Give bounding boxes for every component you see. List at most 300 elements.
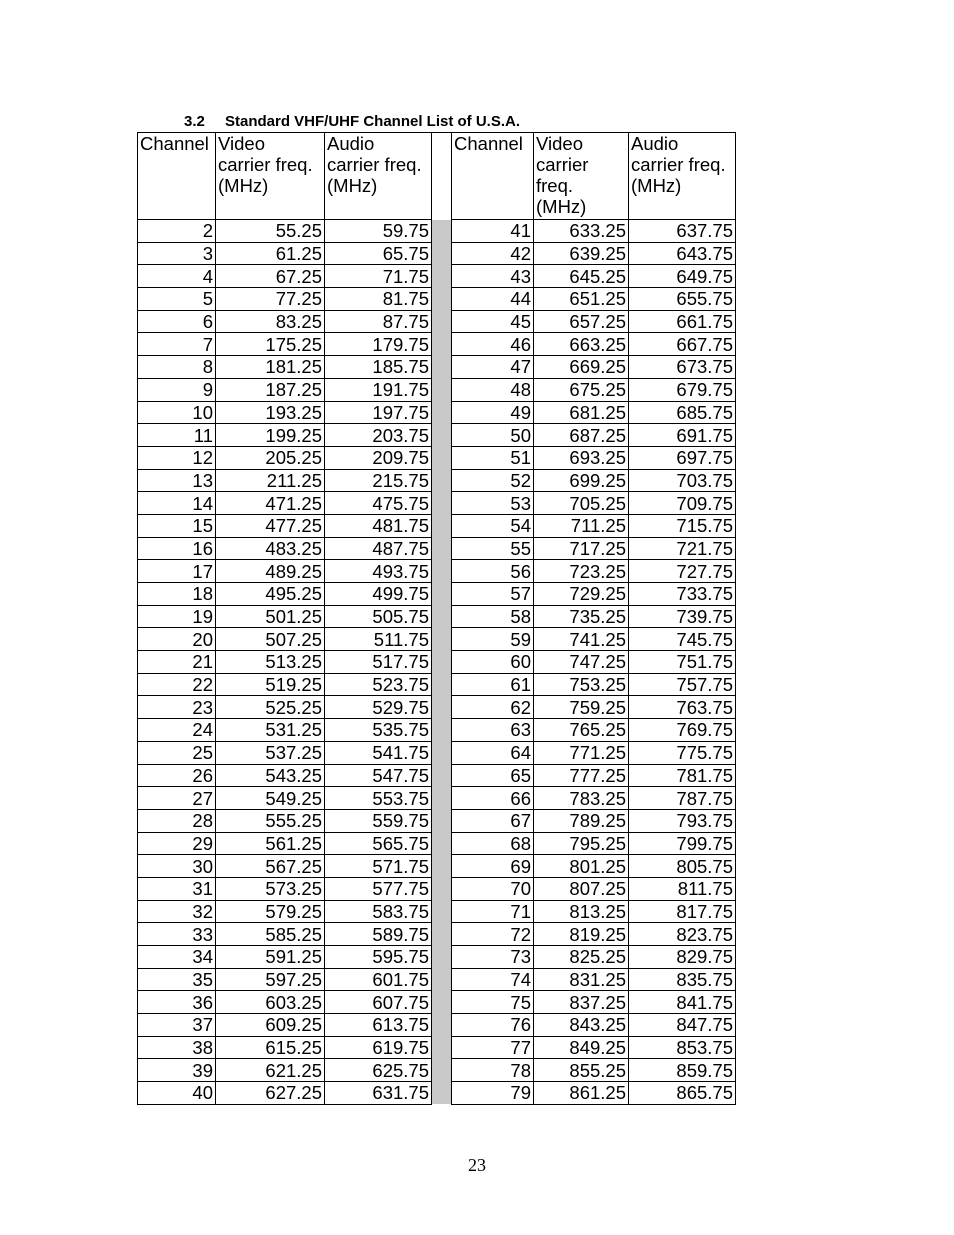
video-freq-right-cell: 753.25 [534,673,629,696]
table-header-row [138,133,736,220]
channel-right-cell: 75 [452,991,534,1014]
video-freq-left-cell: 519.25 [216,673,325,696]
video-freq-left-cell: 501.25 [216,605,325,628]
spacer-cell [432,1059,452,1082]
audio-freq-right-cell: 655.75 [629,288,736,311]
spacer-cell [432,1036,452,1059]
video-freq-right-cell: 861.25 [534,1082,629,1105]
channel-right-cell: 50 [452,424,534,447]
channel-left-cell: 6 [138,310,216,333]
audio-freq-left-cell: 191.75 [325,378,432,401]
channel-left-cell: 25 [138,741,216,764]
table-row [138,265,736,288]
audio-freq-right-cell: 829.75 [629,946,736,969]
spacer-cell [432,809,452,832]
spacer-cell [432,900,452,923]
audio-freq-left-cell: 487.75 [325,537,432,560]
section-heading [184,113,520,130]
channel-left-cell: 29 [138,832,216,855]
video-freq-right-cell: 855.25 [534,1059,629,1082]
channel-right-cell: 57 [452,583,534,606]
audio-freq-left-cell: 499.75 [325,583,432,606]
audio-freq-left-cell: 625.75 [325,1059,432,1082]
video-freq-right-cell: 807.25 [534,877,629,900]
table-row [138,356,736,379]
video-freq-left-cell: 591.25 [216,946,325,969]
audio-freq-left-cell: 215.75 [325,469,432,492]
channel-left-cell: 19 [138,605,216,628]
video-freq-right-cell: 723.25 [534,560,629,583]
channel-left-cell: 36 [138,991,216,1014]
channel-right-cell: 56 [452,560,534,583]
video-freq-right-cell: 669.25 [534,356,629,379]
audio-freq-right-cell: 781.75 [629,764,736,787]
channel-right-cell: 63 [452,719,534,742]
audio-freq-left-cell: 529.75 [325,696,432,719]
video-freq-right-cell: 705.25 [534,492,629,515]
channel-right-cell: 43 [452,265,534,288]
audio-freq-left-cell: 65.75 [325,242,432,265]
channel-right-cell: 65 [452,764,534,787]
video-freq-right-cell: 633.25 [534,220,629,243]
video-freq-right-cell: 813.25 [534,900,629,923]
table-row [138,787,736,810]
video-freq-right-cell: 681.25 [534,401,629,424]
video-freq-right-cell: 711.25 [534,514,629,537]
video-freq-right-cell: 783.25 [534,787,629,810]
channel-left-cell: 5 [138,288,216,311]
spacer-cell [432,220,452,243]
audio-freq-left-cell: 607.75 [325,991,432,1014]
channel-right-cell: 64 [452,741,534,764]
channel-right-cell: 51 [452,446,534,469]
audio-freq-right-cell: 727.75 [629,560,736,583]
channel-left-cell: 20 [138,628,216,651]
table-row [138,446,736,469]
video-freq-right-cell: 693.25 [534,446,629,469]
channel-right-cell: 54 [452,514,534,537]
video-freq-right-cell: 729.25 [534,583,629,606]
table-row [138,651,736,674]
table-row [138,424,736,447]
video-freq-right-cell: 735.25 [534,605,629,628]
spacer-cell [432,923,452,946]
header-audio-right: Audio carrier freq. (MHz) [629,133,736,220]
audio-freq-left-cell: 577.75 [325,877,432,900]
channel-left-cell: 27 [138,787,216,810]
table-row [138,809,736,832]
spacer-cell [432,764,452,787]
video-freq-right-cell: 657.25 [534,310,629,333]
spacer-cell [432,424,452,447]
channel-left-cell: 15 [138,514,216,537]
video-freq-left-cell: 507.25 [216,628,325,651]
channel-left-cell: 37 [138,1014,216,1037]
audio-freq-right-cell: 709.75 [629,492,736,515]
video-freq-left-cell: 537.25 [216,741,325,764]
table-row [138,333,736,356]
channel-left-cell: 13 [138,469,216,492]
audio-freq-right-cell: 685.75 [629,401,736,424]
channel-left-cell: 35 [138,968,216,991]
channel-left-cell: 8 [138,356,216,379]
audio-freq-left-cell: 87.75 [325,310,432,333]
audio-freq-right-cell: 643.75 [629,242,736,265]
audio-freq-left-cell: 505.75 [325,605,432,628]
video-freq-right-cell: 759.25 [534,696,629,719]
video-freq-left-cell: 61.25 [216,242,325,265]
channel-left-cell: 14 [138,492,216,515]
video-freq-right-cell: 849.25 [534,1036,629,1059]
table-row [138,560,736,583]
channel-left-cell: 40 [138,1082,216,1105]
channel-left-cell: 23 [138,696,216,719]
video-freq-right-cell: 747.25 [534,651,629,674]
audio-freq-left-cell: 493.75 [325,560,432,583]
audio-freq-right-cell: 721.75 [629,537,736,560]
channel-left-cell: 24 [138,719,216,742]
spacer-cell [432,242,452,265]
audio-freq-left-cell: 601.75 [325,968,432,991]
video-freq-right-cell: 717.25 [534,537,629,560]
channel-right-cell: 69 [452,855,534,878]
table-row [138,877,736,900]
channel-right-cell: 46 [452,333,534,356]
channel-left-cell: 7 [138,333,216,356]
video-freq-left-cell: 579.25 [216,900,325,923]
page-number: 23 [468,1155,486,1175]
video-freq-left-cell: 77.25 [216,288,325,311]
channel-left-cell: 3 [138,242,216,265]
channel-left-cell: 34 [138,946,216,969]
video-freq-right-cell: 663.25 [534,333,629,356]
audio-freq-left-cell: 541.75 [325,741,432,764]
video-freq-left-cell: 55.25 [216,220,325,243]
channel-left-cell: 22 [138,673,216,696]
channel-left-cell: 30 [138,855,216,878]
spacer-cell [432,333,452,356]
audio-freq-right-cell: 865.75 [629,1082,736,1105]
video-freq-left-cell: 211.25 [216,469,325,492]
table-row [138,1036,736,1059]
audio-freq-right-cell: 667.75 [629,333,736,356]
spacer-cell [432,832,452,855]
audio-freq-right-cell: 853.75 [629,1036,736,1059]
channel-right-cell: 78 [452,1059,534,1082]
channel-right-cell: 47 [452,356,534,379]
video-freq-left-cell: 477.25 [216,514,325,537]
channel-right-cell: 74 [452,968,534,991]
video-freq-right-cell: 741.25 [534,628,629,651]
channel-left-cell: 28 [138,809,216,832]
audio-freq-left-cell: 203.75 [325,424,432,447]
audio-freq-left-cell: 71.75 [325,265,432,288]
audio-freq-right-cell: 673.75 [629,356,736,379]
video-freq-left-cell: 471.25 [216,492,325,515]
audio-freq-right-cell: 679.75 [629,378,736,401]
table-row [138,968,736,991]
audio-freq-right-cell: 811.75 [629,877,736,900]
video-freq-right-cell: 801.25 [534,855,629,878]
video-freq-left-cell: 187.25 [216,378,325,401]
audio-freq-left-cell: 631.75 [325,1082,432,1105]
channel-left-cell: 38 [138,1036,216,1059]
spacer-cell [432,787,452,810]
audio-freq-left-cell: 583.75 [325,900,432,923]
audio-freq-left-cell: 559.75 [325,809,432,832]
header-video-right: Video carrier freq. (MHz) [534,133,629,220]
spacer-cell [432,1014,452,1037]
spacer-cell [432,288,452,311]
audio-freq-left-cell: 613.75 [325,1014,432,1037]
audio-freq-right-cell: 715.75 [629,514,736,537]
spacer-cell [432,877,452,900]
spacer-cell [432,492,452,515]
audio-freq-right-cell: 733.75 [629,583,736,606]
spacer-cell [432,968,452,991]
table-row [138,514,736,537]
channel-right-cell: 71 [452,900,534,923]
video-freq-right-cell: 819.25 [534,923,629,946]
video-freq-left-cell: 627.25 [216,1082,325,1105]
channel-left-cell: 16 [138,537,216,560]
table-row [138,583,736,606]
channel-left-cell: 18 [138,583,216,606]
video-freq-left-cell: 525.25 [216,696,325,719]
video-freq-right-cell: 645.25 [534,265,629,288]
table-row [138,900,736,923]
spacer-cell [432,696,452,719]
channel-left-cell: 21 [138,651,216,674]
video-freq-left-cell: 181.25 [216,356,325,379]
channel-right-cell: 72 [452,923,534,946]
audio-freq-right-cell: 649.75 [629,265,736,288]
header-audio-left: Audio carrier freq. (MHz) [325,133,432,220]
table-row [138,1082,736,1105]
video-freq-right-cell: 837.25 [534,991,629,1014]
audio-freq-right-cell: 817.75 [629,900,736,923]
spacer-cell [432,378,452,401]
audio-freq-right-cell: 661.75 [629,310,736,333]
audio-freq-right-cell: 745.75 [629,628,736,651]
channel-left-cell: 26 [138,764,216,787]
audio-freq-left-cell: 523.75 [325,673,432,696]
table-row [138,628,736,651]
video-freq-right-cell: 831.25 [534,968,629,991]
audio-freq-left-cell: 517.75 [325,651,432,674]
table-row [138,946,736,969]
audio-freq-left-cell: 481.75 [325,514,432,537]
section-title: Standard VHF/UHF Channel List of U.S.A. [225,113,521,130]
table-row [138,673,736,696]
audio-freq-right-cell: 697.75 [629,446,736,469]
video-freq-left-cell: 609.25 [216,1014,325,1037]
spacer-cell [432,719,452,742]
table-row [138,242,736,265]
header-video-left: Video carrier freq. (MHz) [216,133,325,220]
video-freq-left-cell: 67.25 [216,265,325,288]
video-freq-right-cell: 675.25 [534,378,629,401]
audio-freq-left-cell: 185.75 [325,356,432,379]
audio-freq-left-cell: 59.75 [325,220,432,243]
channel-right-cell: 58 [452,605,534,628]
video-freq-right-cell: 843.25 [534,1014,629,1037]
channel-right-cell: 49 [452,401,534,424]
table-row [138,832,736,855]
audio-freq-right-cell: 769.75 [629,719,736,742]
table-row [138,288,736,311]
spacer-cell [432,946,452,969]
video-freq-left-cell: 585.25 [216,923,325,946]
channel-right-cell: 44 [452,288,534,311]
video-freq-left-cell: 175.25 [216,333,325,356]
audio-freq-right-cell: 847.75 [629,1014,736,1037]
table-row [138,220,736,243]
channel-left-cell: 39 [138,1059,216,1082]
video-freq-left-cell: 193.25 [216,401,325,424]
audio-freq-right-cell: 703.75 [629,469,736,492]
audio-freq-left-cell: 571.75 [325,855,432,878]
video-freq-right-cell: 639.25 [534,242,629,265]
channel-left-cell: 32 [138,900,216,923]
channel-left-cell: 17 [138,560,216,583]
spacer-cell [432,401,452,424]
table-row [138,741,736,764]
audio-freq-right-cell: 739.75 [629,605,736,628]
video-freq-left-cell: 549.25 [216,787,325,810]
video-freq-right-cell: 651.25 [534,288,629,311]
audio-freq-right-cell: 799.75 [629,832,736,855]
header-channel-left: Channel [138,133,216,220]
audio-freq-right-cell: 757.75 [629,673,736,696]
table-row [138,923,736,946]
audio-freq-right-cell: 793.75 [629,809,736,832]
audio-freq-left-cell: 197.75 [325,401,432,424]
channel-right-cell: 59 [452,628,534,651]
channel-right-cell: 48 [452,378,534,401]
video-freq-left-cell: 205.25 [216,446,325,469]
spacer-cell [432,560,452,583]
table-row [138,469,736,492]
video-freq-right-cell: 789.25 [534,809,629,832]
audio-freq-right-cell: 763.75 [629,696,736,719]
table-row [138,991,736,1014]
channel-left-cell: 31 [138,877,216,900]
video-freq-left-cell: 495.25 [216,583,325,606]
channel-right-cell: 45 [452,310,534,333]
channel-right-cell: 55 [452,537,534,560]
audio-freq-left-cell: 511.75 [325,628,432,651]
audio-freq-left-cell: 619.75 [325,1036,432,1059]
spacer-cell [432,991,452,1014]
channel-left-cell: 11 [138,424,216,447]
table-row [138,719,736,742]
channel-right-cell: 66 [452,787,534,810]
channel-table-body [138,220,736,1105]
channel-right-cell: 76 [452,1014,534,1037]
video-freq-left-cell: 573.25 [216,877,325,900]
video-freq-left-cell: 513.25 [216,651,325,674]
video-freq-left-cell: 543.25 [216,764,325,787]
spacer-cell [432,855,452,878]
audio-freq-left-cell: 535.75 [325,719,432,742]
video-freq-left-cell: 531.25 [216,719,325,742]
channel-left-cell: 10 [138,401,216,424]
channel-left-cell: 12 [138,446,216,469]
spacer-cell [432,605,452,628]
audio-freq-right-cell: 841.75 [629,991,736,1014]
audio-freq-right-cell: 835.75 [629,968,736,991]
table-row [138,310,736,333]
channel-right-cell: 53 [452,492,534,515]
spacer-cell [432,446,452,469]
video-freq-left-cell: 555.25 [216,809,325,832]
video-freq-left-cell: 615.25 [216,1036,325,1059]
channel-left-cell: 2 [138,220,216,243]
header-spacer [432,133,452,220]
spacer-cell [432,583,452,606]
channel-right-cell: 41 [452,220,534,243]
video-freq-right-cell: 777.25 [534,764,629,787]
video-freq-left-cell: 489.25 [216,560,325,583]
audio-freq-right-cell: 823.75 [629,923,736,946]
spacer-cell [432,741,452,764]
spacer-cell [432,1082,452,1105]
channel-right-cell: 73 [452,946,534,969]
video-freq-right-cell: 699.25 [534,469,629,492]
video-freq-left-cell: 199.25 [216,424,325,447]
video-freq-left-cell: 83.25 [216,310,325,333]
audio-freq-right-cell: 751.75 [629,651,736,674]
channel-right-cell: 60 [452,651,534,674]
spacer-cell [432,651,452,674]
audio-freq-left-cell: 595.75 [325,946,432,969]
audio-freq-left-cell: 475.75 [325,492,432,515]
section-number: 3.2 [184,113,205,130]
audio-freq-left-cell: 565.75 [325,832,432,855]
channel-right-cell: 42 [452,242,534,265]
video-freq-right-cell: 765.25 [534,719,629,742]
channel-right-cell: 52 [452,469,534,492]
video-freq-left-cell: 561.25 [216,832,325,855]
table-row [138,1014,736,1037]
table-row [138,537,736,560]
spacer-cell [432,310,452,333]
channel-right-cell: 70 [452,877,534,900]
table-row [138,401,736,424]
video-freq-right-cell: 771.25 [534,741,629,764]
channel-right-cell: 68 [452,832,534,855]
audio-freq-left-cell: 81.75 [325,288,432,311]
table-row [138,492,736,515]
video-freq-right-cell: 687.25 [534,424,629,447]
spacer-cell [432,469,452,492]
audio-freq-right-cell: 787.75 [629,787,736,810]
spacer-cell [432,265,452,288]
table-row [138,378,736,401]
channel-right-cell: 77 [452,1036,534,1059]
table-row [138,855,736,878]
channel-right-cell: 67 [452,809,534,832]
video-freq-left-cell: 621.25 [216,1059,325,1082]
spacer-cell [432,537,452,560]
channel-left-cell: 33 [138,923,216,946]
table-row [138,696,736,719]
table-row [138,764,736,787]
channel-table [137,132,736,1105]
video-freq-right-cell: 795.25 [534,832,629,855]
audio-freq-right-cell: 859.75 [629,1059,736,1082]
